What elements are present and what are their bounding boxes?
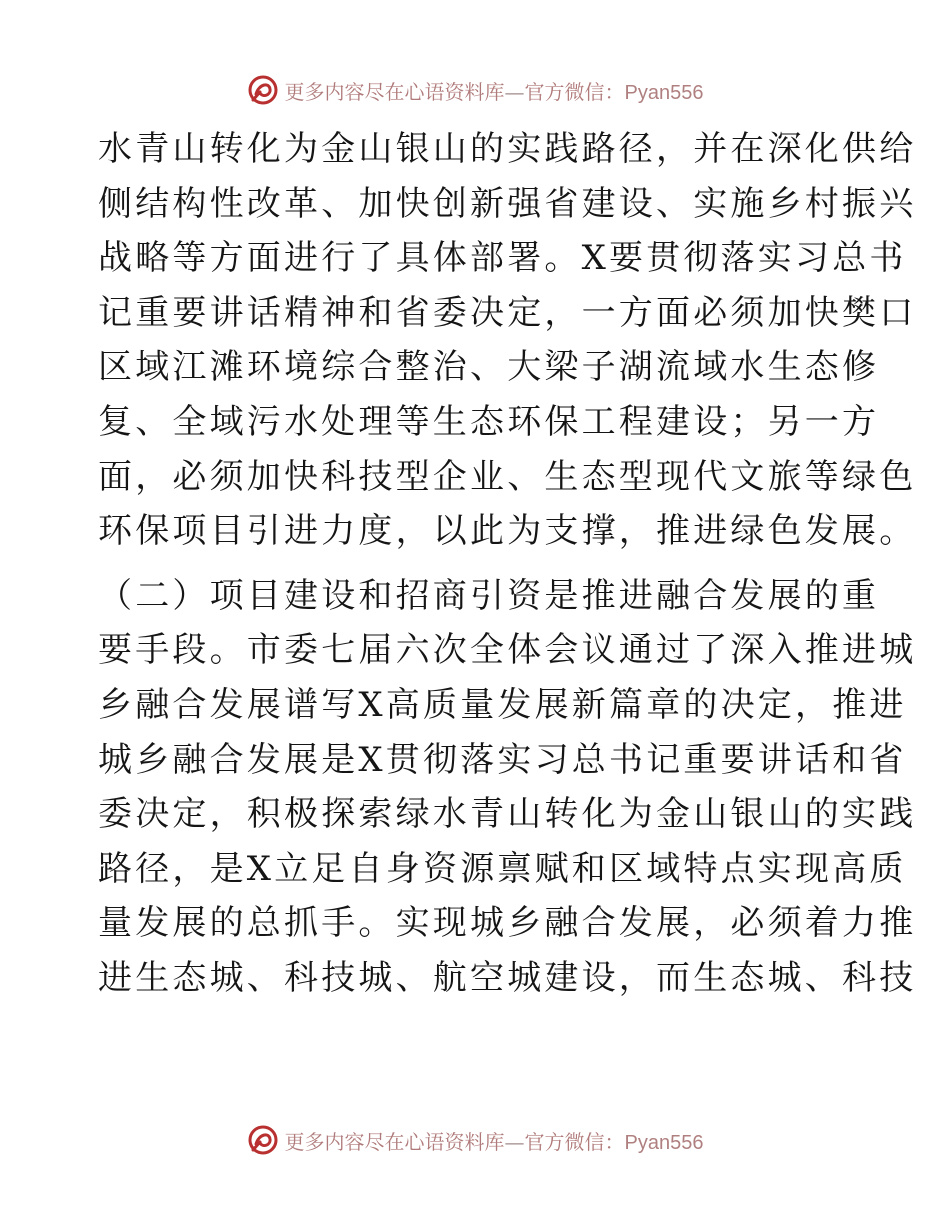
text-line: 侧结构性改革、加快创新强省建设、实施乡村振兴 <box>98 183 917 224</box>
text-line: 面，必须加快科技型企业、生态型现代文旅等绿色 <box>98 456 917 497</box>
footer-watermark-text <box>285 1126 704 1155</box>
header-contact-label: 官方微信： <box>524 79 625 104</box>
text-line: 环保项目引进力度，以此为支撑，推进绿色发展。 <box>98 511 917 552</box>
document-body <box>98 122 917 1006</box>
footer-contact-id: Pyan556 <box>624 1131 704 1154</box>
header-separator: — <box>504 79 525 104</box>
text-line: 水青山转化为金山银山的实践路径，并在深化供给 <box>98 129 917 169</box>
paragraph-2 <box>98 569 917 1006</box>
header-contact-id: Pyan556 <box>624 81 704 104</box>
header-watermark-text <box>285 76 704 105</box>
text-line: 量发展的总抓手。实现城乡融合发展，必须着力推 <box>98 903 917 944</box>
text-line: 路径，是X立足自身资源禀赋和区域特点实现高质 <box>98 848 907 889</box>
swirl-logo-icon <box>247 1124 279 1156</box>
text-line: 进生态城、科技城、航空城建设，而生态城、科技 <box>98 957 917 998</box>
text-line: 复、全域污水处理等生态环保工程建设；另一方 <box>98 401 880 442</box>
text-line: 要手段。市委七届六次全体会议通过了深入推进城 <box>98 630 917 671</box>
paragraph-gap <box>98 559 858 569</box>
footer-brand: 更多内容尽在心语资料库 <box>284 1129 505 1154</box>
text-line: 战略等方面进行了具体部署。X要贯彻落实习总书 <box>98 238 907 279</box>
swirl-logo-icon <box>247 74 279 106</box>
text-line: 乡融合发展谱写X高质量发展新篇章的决定，推进 <box>98 684 907 725</box>
text-line: 区域江滩环境综合整治、大梁子湖流域水生态修 <box>98 347 880 388</box>
text-line: 城乡融合发展是X贯彻落实习总书记重要讲话和省 <box>98 739 907 780</box>
text-line: 记重要讲话精神和省委决定，一方面必须加快樊口 <box>98 292 917 333</box>
text-line: 委决定，积极探索绿水青山转化为金山银山的实践 <box>98 794 917 835</box>
paragraph-1 <box>98 122 917 559</box>
header-banner <box>0 68 950 112</box>
footer-banner <box>0 1118 950 1162</box>
text-line: （二）项目建设和招商引资是推进融合发展的重 <box>98 575 880 616</box>
header-brand: 更多内容尽在心语资料库 <box>284 79 505 104</box>
footer-separator: — <box>504 1129 525 1154</box>
footer-contact-label: 官方微信： <box>524 1129 625 1154</box>
